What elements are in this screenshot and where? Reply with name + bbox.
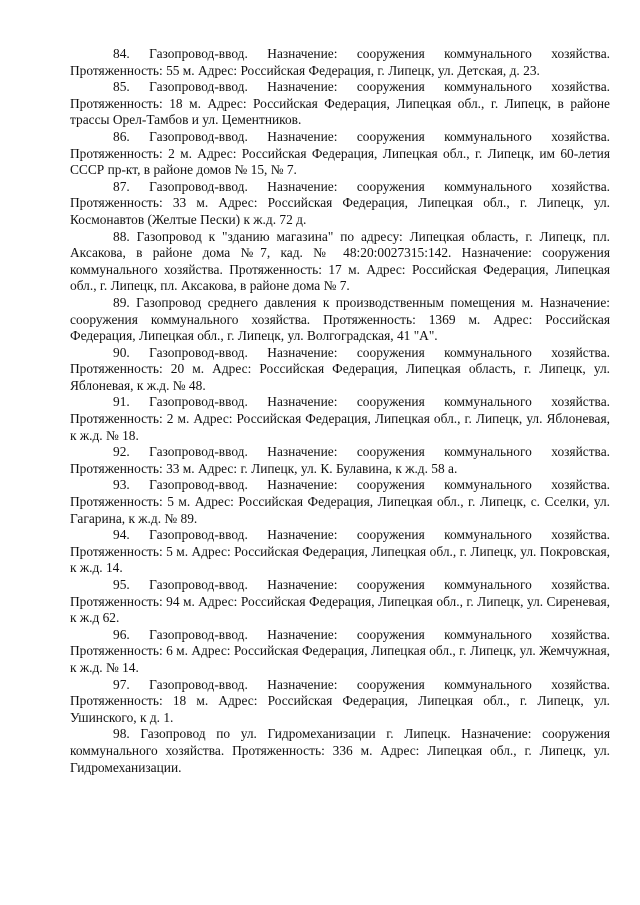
list-item-84: 84. Газопровод-ввод. Назначение: сооружения коммунального хозяйства. Протяженность: 55 м. Адрес: Российская Федерация, г. Липецк, ул. Детская, д. 23. [70, 46, 610, 78]
list-item-87: 87. Газопровод-ввод. Назначение: сооружения коммунального хозяйства. Протяженность: 33 м. Адрес: Российская Федерация, Липецкая обл., г. Липецк, ул. Космонавтов (Желтые Пески) к ж.д. 72 д. [70, 178, 610, 227]
list-item-98: 98. Газопровод по ул. Гидромеханизации г. Липецк. Назначение: сооружения коммунального хозяйства. Протяженность: 336 м. Адрес: Липецкая обл., г. Липецк, ул. Гидромеханизации. [70, 726, 610, 775]
list-item-91: 91. Газопровод-ввод. Назначение: сооружения коммунального хозяйства. Протяженность: 2 м. Адрес: Российская Федерация, Липецкая обл., г. Липецк, ул. Яблоневая, к ж.д. № 18. [70, 394, 610, 443]
list-item-95: 95. Газопровод-ввод. Назначение: сооружения коммунального хозяйства. Протяженность: 94 м. Адрес: Российская Федерация, Липецкая обл., г. Липецк, ул. Сиреневая, к ж.д 62. [70, 577, 610, 626]
list-item-96: 96. Газопровод-ввод. Назначение: сооружения коммунального хозяйства. Протяженность: 6 м. Адрес: Российская Федерация, Липецкая обл., г. Липецк, ул. Жемчужная, к ж.д. № 14. [70, 626, 610, 675]
document-body [70, 46, 610, 776]
list-item-90: 90. Газопровод-ввод. Назначение: сооружения коммунального хозяйства. Протяженность: 20 м. Адрес: Российская Федерация, Липецкая область, г. Липецк, ул. Яблоневая, к ж.д. № 48. [70, 344, 610, 393]
list-item-97: 97. Газопровод-ввод. Назначение: сооружения коммунального хозяйства. Протяженность: 18 м. Адрес: Российская Федерация, Липецкая обл., г. Липецк, ул. Ушинского, к д. 1. [70, 676, 610, 725]
list-item-85: 85. Газопровод-ввод. Назначение: сооружения коммунального хозяйства. Протяженность: 18 м. Адрес: Российская Федерация, Липецкая обл., г. Липецк, в районе трассы Орел-Тамбов и ул. Цементников. [70, 79, 610, 128]
list-item-93: 93. Газопровод-ввод. Назначение: сооружения коммунального хозяйства. Протяженность: 5 м. Адрес: Российская Федерация, Липецкая обл., г. Липецк, с. Сселки, ул. Гагарина, к ж.д. № 89. [70, 477, 610, 526]
list-item-89: 89. Газопровод среднего давления к производственным помещения м. Назначение: сооружения коммунального хозяйства. Протяженность: 1369 м. Адрес: Российская Федерация, Липецкая обл., г. Липецк, ул. Волгоградская, 41 "А". [70, 294, 610, 344]
list-item-92: 92. Газопровод-ввод. Назначение: сооружения коммунального хозяйства. Протяженность: 33 м. Адрес: г. Липецк, ул. К. Булавина, к ж.д. 58 а. [70, 444, 610, 476]
list-item-86: 86. Газопровод-ввод. Назначение: сооружения коммунального хозяйства. Протяженность: 2 м. Адрес: Российская Федерация, Липецкая обл., г. Липецк, им 60-летия СССР пр-кт, в районе домов № 15, № 7. [70, 128, 610, 178]
list-item-88: 88. Газопровод к "зданию магазина" по адресу: Липецкая область, г. Липецк, пл. Аксакова, в районе дома №7, кад. № 48:20:0027315:142. Назначение: сооружения коммунального хозяйства. Протяженность: 17 м. Адрес: Российская Федерация, Липецкая обл., г. Липецк, пл. Аксакова, в районе дома № 7. [70, 228, 610, 294]
list-item-94: 94. Газопровод-ввод. Назначение: сооружения коммунального хозяйства. Протяженность: 5 м. Адрес: Российская Федерация, Липецкая обл., г. Липецк, ул. Покровская, к ж.д. 14. [70, 527, 610, 576]
